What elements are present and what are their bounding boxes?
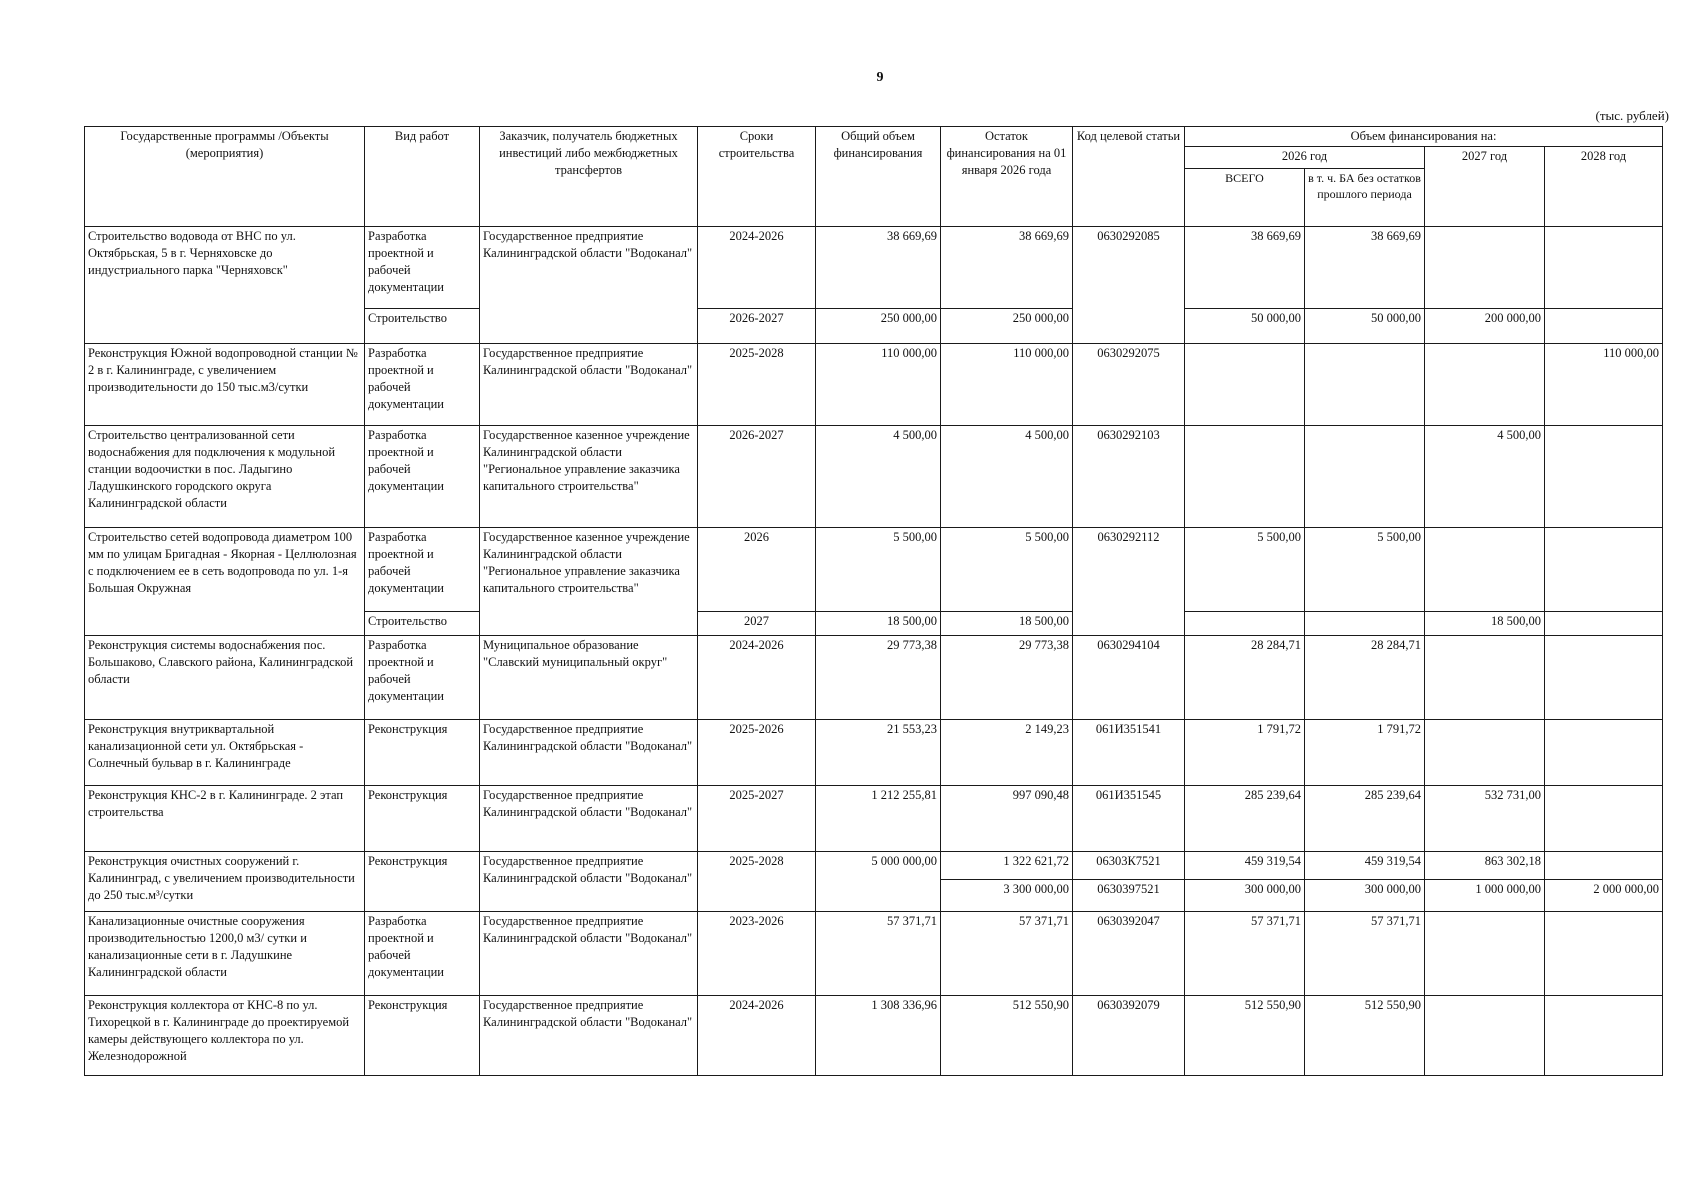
cell-2028 xyxy=(1545,426,1663,528)
cell-total: 5 500,00 xyxy=(816,528,941,612)
cell-work: Реконструкция xyxy=(365,852,480,912)
cell-2028 xyxy=(1545,786,1663,852)
table-row xyxy=(85,426,1663,528)
cell-all-2026: 38 669,69 xyxy=(1185,227,1305,309)
cell-2027: 532 731,00 xyxy=(1425,786,1545,852)
financing-table xyxy=(84,126,1663,1076)
cell-2027: 18 500,00 xyxy=(1425,612,1545,636)
cell-ba-2026: 38 669,69 xyxy=(1305,227,1425,309)
cell-customer: Государственное предприятие Калининградской области "Водоканал" xyxy=(480,852,698,912)
cell-program: Реконструкция Южной водопроводной станции № 2 в г. Калининграде, с увеличением производительности до 150 тыс.м3/сутки xyxy=(85,344,365,426)
cell-2027: 200 000,00 xyxy=(1425,309,1545,344)
cell-ba-2026: 5 500,00 xyxy=(1305,528,1425,612)
header-year-2026: 2026 год xyxy=(1185,147,1425,169)
cell-all-2026: 5 500,00 xyxy=(1185,528,1305,612)
cell-code: 061И351545 xyxy=(1073,786,1185,852)
cell-code: 0630292075 xyxy=(1073,344,1185,426)
cell-ba-2026 xyxy=(1305,426,1425,528)
cell-2028 xyxy=(1545,227,1663,309)
cell-work: Разработка проектной и рабочей документации xyxy=(365,227,480,309)
cell-ba-2026: 285 239,64 xyxy=(1305,786,1425,852)
cell-2027: 863 302,18 xyxy=(1425,852,1545,880)
cell-total: 1 212 255,81 xyxy=(816,786,941,852)
cell-2027 xyxy=(1425,227,1545,309)
cell-period: 2024-2026 xyxy=(698,636,816,720)
cell-all-2026: 1 791,72 xyxy=(1185,720,1305,786)
cell-customer: Государственное предприятие Калининградской области "Водоканал" xyxy=(480,912,698,996)
cell-program: Канализационные очистные сооружения производительностью 1200,0 м3/ сутки и канализационные сети в г. Ладушкине Калининградской области xyxy=(85,912,365,996)
cell-remaining: 4 500,00 xyxy=(941,426,1073,528)
cell-program: Реконструкция внутриквартальной канализационной сети ул. Октябрьская - Солнечный бульвар в г. Калининграде xyxy=(85,720,365,786)
table-header xyxy=(85,127,1663,227)
cell-period: 2024-2026 xyxy=(698,227,816,309)
header-ba-2026: в т. ч. БА без остатков прошлого периода xyxy=(1305,169,1425,227)
cell-work: Разработка проектной и рабочей документации xyxy=(365,426,480,528)
cell-code: 0630292112 xyxy=(1073,528,1185,636)
header-program: Государственные программы /Объекты (мероприятия) xyxy=(85,127,365,227)
cell-2027: 1 000 000,00 xyxy=(1425,880,1545,912)
cell-period: 2026-2027 xyxy=(698,309,816,344)
cell-customer: Государственное предприятие Калининградской области "Водоканал" xyxy=(480,996,698,1076)
cell-period: 2026 xyxy=(698,528,816,612)
cell-period: 2025-2027 xyxy=(698,786,816,852)
cell-remaining: 38 669,69 xyxy=(941,227,1073,309)
cell-total: 1 308 336,96 xyxy=(816,996,941,1076)
header-year-2028: 2028 год xyxy=(1545,147,1663,227)
header-remaining: Остаток финансирования на 01 января 2026 года xyxy=(941,127,1073,227)
cell-2028 xyxy=(1545,528,1663,612)
cell-ba-2026: 28 284,71 xyxy=(1305,636,1425,720)
cell-ba-2026: 57 371,71 xyxy=(1305,912,1425,996)
cell-work: Разработка проектной и рабочей документации xyxy=(365,344,480,426)
cell-ba-2026 xyxy=(1305,344,1425,426)
cell-all-2026: 28 284,71 xyxy=(1185,636,1305,720)
cell-total: 18 500,00 xyxy=(816,612,941,636)
header-all-2026: ВСЕГО xyxy=(1185,169,1305,227)
cell-code: 0630392079 xyxy=(1073,996,1185,1076)
cell-total: 57 371,71 xyxy=(816,912,941,996)
cell-2027 xyxy=(1425,636,1545,720)
cell-period: 2024-2026 xyxy=(698,996,816,1076)
cell-2028 xyxy=(1545,720,1663,786)
cell-code: 0630292085 xyxy=(1073,227,1185,344)
cell-work: Разработка проектной и рабочей документации xyxy=(365,636,480,720)
header-customer: Заказчик, получатель бюджетных инвестиций либо межбюджетных трансфертов xyxy=(480,127,698,227)
cell-program: Строительство централизованной сети водоснабжения для подключения к модульной станции водоочистки в пос. Ладыгино Ладушкинского городского округа Калининградской области xyxy=(85,426,365,528)
cell-2027: 4 500,00 xyxy=(1425,426,1545,528)
cell-2028 xyxy=(1545,996,1663,1076)
cell-work: Строительство xyxy=(365,612,480,636)
cell-remaining: 18 500,00 xyxy=(941,612,1073,636)
table-row xyxy=(85,528,1663,612)
cell-total: 29 773,38 xyxy=(816,636,941,720)
cell-2028: 2 000 000,00 xyxy=(1545,880,1663,912)
header-total: Общий объем финансирования xyxy=(816,127,941,227)
cell-remaining: 3 300 000,00 xyxy=(941,880,1073,912)
cell-program: Строительство водовода от ВНС по ул. Октябрьская, 5 в г. Черняховске до индустриального парка "Черняховск" xyxy=(85,227,365,344)
header-year-2027: 2027 год xyxy=(1425,147,1545,227)
cell-2028 xyxy=(1545,912,1663,996)
cell-total: 250 000,00 xyxy=(816,309,941,344)
table-row xyxy=(85,636,1663,720)
cell-remaining: 512 550,90 xyxy=(941,996,1073,1076)
units-label: (тыс. рублей) xyxy=(1595,108,1669,123)
cell-work: Разработка проектной и рабочей документации xyxy=(365,528,480,612)
cell-ba-2026: 1 791,72 xyxy=(1305,720,1425,786)
cell-customer: Государственное казенное учреждение Калининградской области "Региональное управление заказчика капитального строительства" xyxy=(480,426,698,528)
cell-all-2026: 285 239,64 xyxy=(1185,786,1305,852)
cell-remaining: 1 322 621,72 xyxy=(941,852,1073,880)
cell-all-2026: 512 550,90 xyxy=(1185,996,1305,1076)
header-code: Код целевой статьи xyxy=(1073,127,1185,227)
cell-ba-2026 xyxy=(1305,612,1425,636)
cell-code: 0630294104 xyxy=(1073,636,1185,720)
cell-program: Реконструкция очистных сооружений г. Калининград, с увеличением производительности до 250 тыс.м³/сутки xyxy=(85,852,365,912)
cell-work: Реконструкция xyxy=(365,786,480,852)
cell-ba-2026: 459 319,54 xyxy=(1305,852,1425,880)
cell-2028 xyxy=(1545,309,1663,344)
cell-code: 0630397521 xyxy=(1073,880,1185,912)
cell-code: 061И351541 xyxy=(1073,720,1185,786)
cell-all-2026 xyxy=(1185,426,1305,528)
cell-program: Строительство сетей водопровода диаметром 100 мм по улицам Бригадная - Якорная - Целлюлозная с подключением ее в сеть водопровода по ул. 1-я Большая Окружная xyxy=(85,528,365,636)
cell-code: 06303К7521 xyxy=(1073,852,1185,880)
cell-program: Реконструкция КНС-2 в г. Калининграде. 2 этап строительства xyxy=(85,786,365,852)
cell-all-2026: 50 000,00 xyxy=(1185,309,1305,344)
header-period: Сроки строительства xyxy=(698,127,816,227)
page-number: 9 xyxy=(876,70,884,85)
cell-2028 xyxy=(1545,612,1663,636)
cell-work: Разработка проектной и рабочей документации xyxy=(365,912,480,996)
cell-2027 xyxy=(1425,996,1545,1076)
cell-work: Реконструкция xyxy=(365,996,480,1076)
cell-remaining: 57 371,71 xyxy=(941,912,1073,996)
cell-ba-2026: 50 000,00 xyxy=(1305,309,1425,344)
cell-remaining: 997 090,48 xyxy=(941,786,1073,852)
cell-period: 2023-2026 xyxy=(698,912,816,996)
cell-customer: Государственное казенное учреждение Калининградской области "Региональное управление заказчика капитального строительства" xyxy=(480,528,698,636)
cell-total: 38 669,69 xyxy=(816,227,941,309)
table-row xyxy=(85,227,1663,309)
cell-all-2026 xyxy=(1185,612,1305,636)
table-row xyxy=(85,996,1663,1076)
cell-ba-2026: 300 000,00 xyxy=(1305,880,1425,912)
table-row xyxy=(85,912,1663,996)
cell-total: 4 500,00 xyxy=(816,426,941,528)
cell-program: Реконструкция коллектора от КНС-8 по ул. Тихорецкой в г. Калининграде до проектируемой камеры действующего коллектора по ул. Железнодорожной xyxy=(85,996,365,1076)
cell-all-2026 xyxy=(1185,344,1305,426)
cell-remaining: 250 000,00 xyxy=(941,309,1073,344)
cell-2027 xyxy=(1425,344,1545,426)
table-row xyxy=(85,720,1663,786)
cell-period: 2026-2027 xyxy=(698,426,816,528)
cell-all-2026: 300 000,00 xyxy=(1185,880,1305,912)
cell-remaining: 29 773,38 xyxy=(941,636,1073,720)
cell-total: 5 000 000,00 xyxy=(816,852,941,912)
cell-work: Строительство xyxy=(365,309,480,344)
cell-all-2026: 459 319,54 xyxy=(1185,852,1305,880)
cell-customer: Государственное предприятие Калининградской области "Водоканал" xyxy=(480,786,698,852)
cell-work: Реконструкция xyxy=(365,720,480,786)
cell-2028 xyxy=(1545,636,1663,720)
table-row xyxy=(85,344,1663,426)
cell-2027 xyxy=(1425,912,1545,996)
cell-remaining: 110 000,00 xyxy=(941,344,1073,426)
cell-customer: Государственное предприятие Калининградской области "Водоканал" xyxy=(480,344,698,426)
cell-2028 xyxy=(1545,852,1663,880)
header-work-type: Вид работ xyxy=(365,127,480,227)
cell-period: 2025-2028 xyxy=(698,852,816,912)
cell-2027 xyxy=(1425,720,1545,786)
cell-customer: Государственное предприятие Калининградской области "Водоканал" xyxy=(480,720,698,786)
cell-customer: Муниципальное образование "Славский муниципальный округ" xyxy=(480,636,698,720)
cell-total: 21 553,23 xyxy=(816,720,941,786)
cell-period: 2025-2026 xyxy=(698,720,816,786)
cell-program: Реконструкция системы водоснабжения пос. Большаково, Славского района, Калининградской области xyxy=(85,636,365,720)
table-row xyxy=(85,786,1663,852)
cell-2028: 110 000,00 xyxy=(1545,344,1663,426)
cell-period: 2027 xyxy=(698,612,816,636)
table-body xyxy=(85,227,1663,1076)
cell-2027 xyxy=(1425,528,1545,612)
table-row xyxy=(85,852,1663,880)
cell-customer: Государственное предприятие Калининградской области "Водоканал" xyxy=(480,227,698,344)
cell-total: 110 000,00 xyxy=(816,344,941,426)
cell-remaining: 2 149,23 xyxy=(941,720,1073,786)
cell-all-2026: 57 371,71 xyxy=(1185,912,1305,996)
cell-code: 0630292103 xyxy=(1073,426,1185,528)
cell-ba-2026: 512 550,90 xyxy=(1305,996,1425,1076)
header-funding: Объем финансирования на: xyxy=(1185,127,1663,147)
cell-period: 2025-2028 xyxy=(698,344,816,426)
cell-code: 0630392047 xyxy=(1073,912,1185,996)
cell-remaining: 5 500,00 xyxy=(941,528,1073,612)
